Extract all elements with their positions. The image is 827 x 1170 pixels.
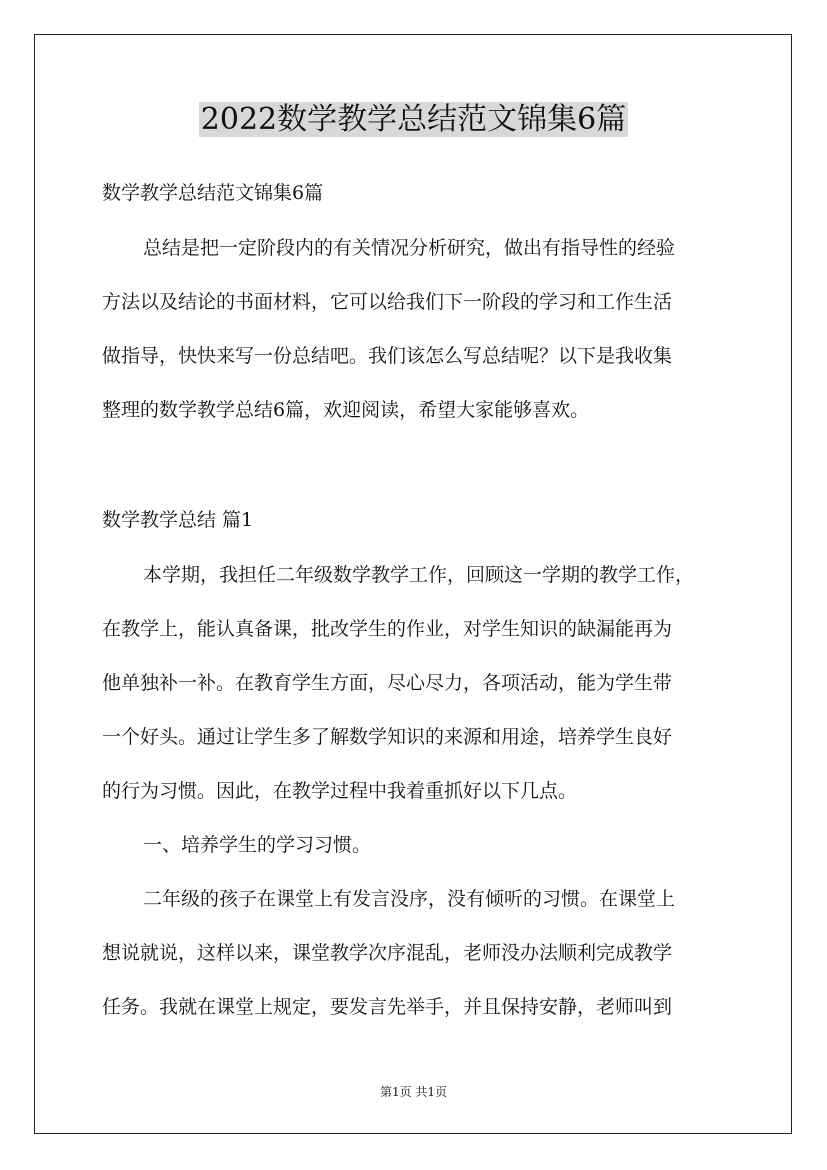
document-subtitle: 数学教学总结范文锦集6篇 — [102, 182, 324, 204]
document-title — [0, 98, 827, 142]
section-heading: 数学教学总结 篇1 — [102, 509, 254, 531]
body-line: 的行为习惯。因此，在教学过程中我着重抓好以下几点。 — [102, 780, 578, 802]
body-line: 他单独补一补。在教育学生方面，尽心尽力，各项活动，能为学生带 — [102, 672, 673, 694]
document-title-text: 2022数学教学总结范文锦集6篇 — [200, 102, 627, 137]
body-line: 想说就说，这样以来，课堂教学次序混乱，老师没办法顺利完成教学 — [102, 942, 673, 964]
page-footer: 第1页 共1页 — [379, 1085, 448, 1099]
body-line: 一个好头。通过让学生多了解数学知识的来源和用途，培养学生良好 — [102, 726, 673, 748]
intro-line: 整理的数学教学总结6篇，欢迎阅读，希望大家能够喜欢。 — [102, 399, 590, 421]
intro-line: 方法以及结论的书面材料，它可以给我们下一阶段的学习和工作生活 — [102, 291, 673, 313]
body-line: 在教学上，能认真备课，批改学生的作业，对学生知识的缺漏能再为 — [102, 618, 673, 640]
intro-line: 总结是把一定阶段内的有关情况分析研究，做出有指导性的经验 — [143, 237, 676, 259]
body-line: 任务。我就在课堂上规定，要发言先举手，并且保持安静，老师叫到 — [102, 996, 673, 1018]
intro-line: 做指导，快快来写一份总结吧。我们该怎么写总结呢？以下是我收集 — [102, 345, 673, 367]
body-line: 本学期，我担任二年级数学教学工作，回顾这一学期的教学工作， — [143, 564, 695, 586]
body-line: 二年级的孩子在课堂上有发言没序，没有倾听的习惯。在课堂上 — [143, 888, 676, 910]
body-line: 一、培养学生的学习习惯。 — [143, 834, 372, 856]
